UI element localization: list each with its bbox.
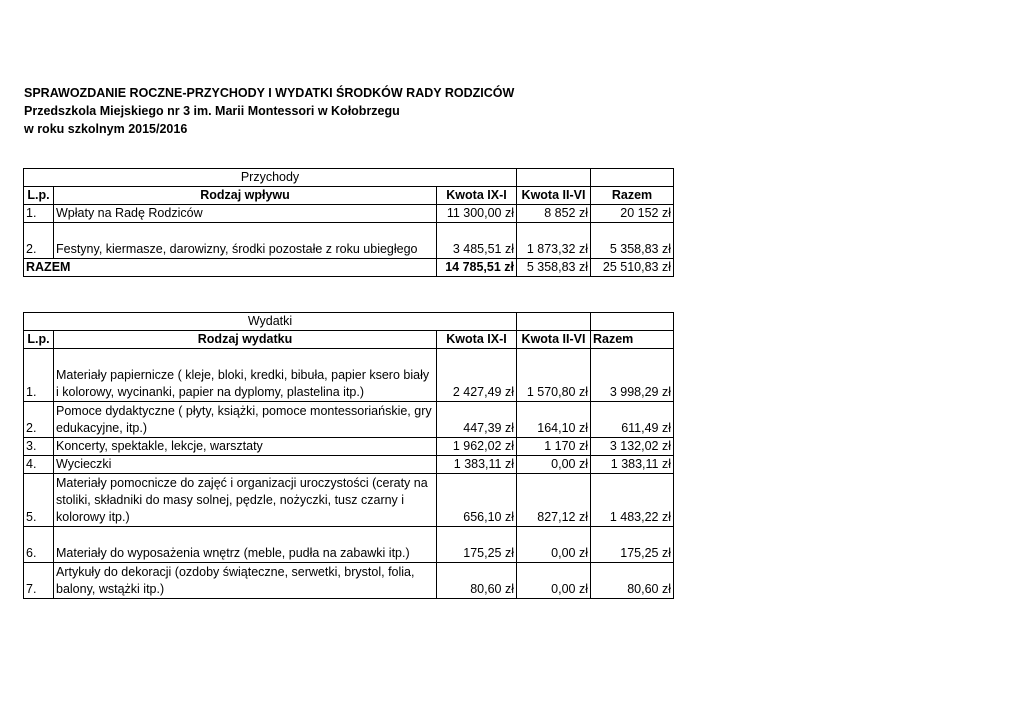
row-k1: 80,60 zł: [437, 563, 517, 599]
empty-cell: [591, 313, 674, 331]
row-k2: 8 852 zł: [517, 205, 591, 223]
row-type: Pomoce dydaktyczne ( płyty, książki, pomoce montessoriańskie, gry edukacyjne, itp.): [54, 402, 437, 438]
row-lp: 1.: [24, 349, 54, 402]
row-k2: 1 570,80 zł: [517, 349, 591, 402]
report-header: [24, 84, 514, 138]
row-type: Koncerty, spektakle, lekcje, warsztaty: [54, 438, 437, 456]
row-k2: 1 170 zł: [517, 438, 591, 456]
row-k2: 827,12 zł: [517, 474, 591, 527]
report-title: SPRAWOZDANIE ROCZNE-PRZYCHODY I WYDATKI ŚRODKÓW RADY RODZICÓW: [24, 86, 515, 100]
empty-cell: [591, 169, 674, 187]
row-k2: 1 873,32 zł: [517, 223, 591, 259]
expenses-header-k1: Kwota IX-I: [437, 331, 517, 349]
row-lp: 3.: [24, 438, 54, 456]
row-k1: 447,39 zł: [437, 402, 517, 438]
row-k2: 164,10 zł: [517, 402, 591, 438]
table-row: [24, 438, 674, 456]
income-header-k2: Kwota II-VI: [517, 187, 591, 205]
total-row: [24, 259, 674, 277]
row-sum: 20 152 zł: [591, 205, 674, 223]
expenses-section-title: Wydatki: [24, 313, 517, 331]
total-sum: 25 510,83 zł: [591, 259, 674, 277]
income-header-lp: L.p.: [24, 187, 54, 205]
expenses-header-lp: L.p.: [24, 331, 54, 349]
row-lp: 1.: [24, 205, 54, 223]
row-type: Wycieczki: [54, 456, 437, 474]
row-sum: 1 383,11 zł: [591, 456, 674, 474]
row-lp: 2.: [24, 402, 54, 438]
income-header-type: Rodzaj wpływu: [54, 187, 437, 205]
expenses-table: [23, 312, 674, 599]
row-k1: 656,10 zł: [437, 474, 517, 527]
table-row: [24, 474, 674, 527]
row-sum: 80,60 zł: [591, 563, 674, 599]
row-type: Wpłaty na Radę Rodziców: [54, 205, 437, 223]
expenses-header-type: Rodzaj wydatku: [54, 331, 437, 349]
row-type: Materiały pomocnicze do zajęć i organizacji uroczystości (ceraty na stoliki, składniki do masy solnej, pędzle, nożyczki, tusz czarny i kolorowy itp.): [54, 474, 437, 527]
row-k2: 0,00 zł: [517, 527, 591, 563]
income-table: [23, 168, 674, 277]
row-k1: 2 427,49 zł: [437, 349, 517, 402]
row-k1: 3 485,51 zł: [437, 223, 517, 259]
table-row: [24, 563, 674, 599]
row-k1: 11 300,00 zł: [437, 205, 517, 223]
total-label: RAZEM: [24, 259, 437, 277]
income-section-title: Przychody: [24, 169, 517, 187]
income-header-k1: Kwota IX-I: [437, 187, 517, 205]
report-institution: Przedszkola Miejskiego nr 3 im. Marii Montessori w Kołobrzegu: [24, 104, 400, 118]
row-type: Artykuły do dekoracji (ozdoby świąteczne, serwetki, brystol, folia, balony, wstążki itp.): [54, 563, 437, 599]
table-row: [24, 402, 674, 438]
table-row: [24, 223, 674, 259]
report-school-year: w roku szkolnym 2015/2016: [24, 122, 188, 136]
expenses-header-sum: Razem: [591, 331, 674, 349]
row-lp: 6.: [24, 527, 54, 563]
table-row: [24, 527, 674, 563]
total-k1: 14 785,51 zł: [437, 259, 517, 277]
row-type: Materiały do wyposażenia wnętrz (meble, pudła na zabawki itp.): [54, 527, 437, 563]
empty-cell: [517, 313, 591, 331]
table-row: [24, 349, 674, 402]
row-lp: 4.: [24, 456, 54, 474]
expenses-header-k2: Kwota II-VI: [517, 331, 591, 349]
row-sum: 3 998,29 zł: [591, 349, 674, 402]
row-sum: 611,49 zł: [591, 402, 674, 438]
row-type: Materiały papiernicze ( kleje, bloki, kredki, bibuła, papier ksero biały i kolorowy, wycinanki, papier na dyplomy, plastelina itp.): [54, 349, 437, 402]
row-sum: 3 132,02 zł: [591, 438, 674, 456]
table-row: [24, 205, 674, 223]
row-k1: 1 383,11 zł: [437, 456, 517, 474]
row-sum: 175,25 zł: [591, 527, 674, 563]
row-sum: 1 483,22 zł: [591, 474, 674, 527]
table-row: [24, 456, 674, 474]
row-k1: 1 962,02 zł: [437, 438, 517, 456]
row-type: Festyny, kiermasze, darowizny, środki pozostałe z roku ubiegłego: [54, 223, 437, 259]
empty-cell: [517, 169, 591, 187]
row-k2: 0,00 zł: [517, 563, 591, 599]
row-lp: 5.: [24, 474, 54, 527]
total-k2: 5 358,83 zł: [517, 259, 591, 277]
row-k2: 0,00 zł: [517, 456, 591, 474]
row-lp: 7.: [24, 563, 54, 599]
row-sum: 5 358,83 zł: [591, 223, 674, 259]
income-header-sum: Razem: [591, 187, 674, 205]
row-lp: 2.: [24, 223, 54, 259]
row-k1: 175,25 zł: [437, 527, 517, 563]
